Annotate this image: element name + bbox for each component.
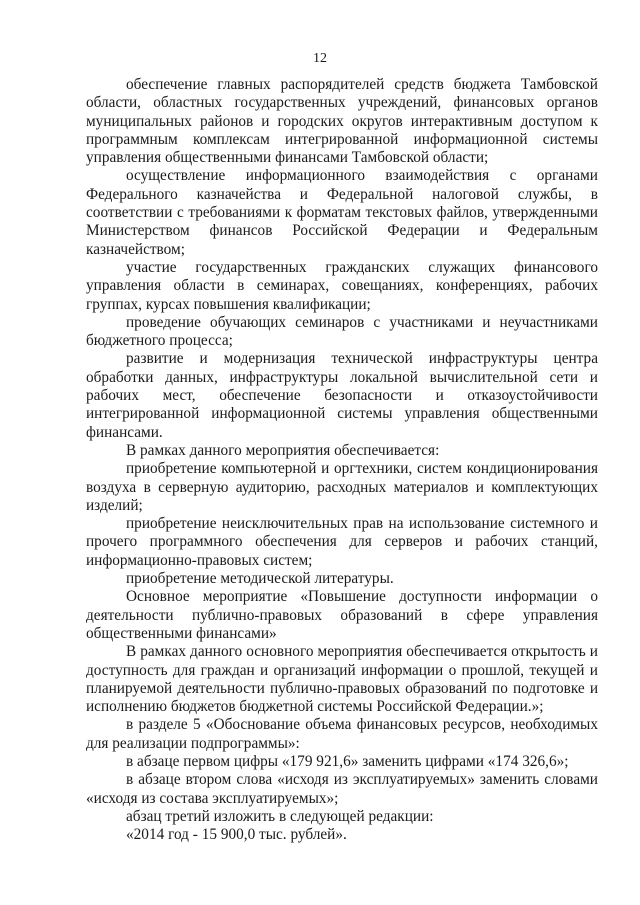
paragraph: приобретение методической литературы. xyxy=(126,570,394,588)
paragraph: участие государственных гражданских служащих финансового управления области в семинарах, совещаниях, конференциях, рабочих группах, курсах повышения квалификации; xyxy=(86,258,598,313)
paragraph: абзац третий изложить в следующей редакции: xyxy=(126,807,434,825)
paragraph: развитие и модернизация технической инфраструктуры центра обработки данных, инфраструктуры локальной вычислительной сети и рабочих мест, обеспечение безопасности и отказоустойчивости интегрированной информационной системы управления общественными финансами. xyxy=(86,350,598,441)
paragraph: осуществление информационного взаимодействия с органами Федерального казначейства и Федеральной налоговой службы, в соответствии с требованиями к форматам текстовых файлов, утвержденными Министерством финансов Российской Федерации и Федеральным казначейством; xyxy=(86,167,598,258)
paragraph: в абзаце первом цифры «179 921,6» заменить цифрами «174 326,6»; xyxy=(126,752,569,770)
paragraph: обеспечение главных распорядителей средств бюджета Тамбовской области, областных государственных учреждений, финансовых органов муниципальных районов и городских округов интерактивным доступом к программным комплексам интегрированной информационной системы управления общественными финансами Тамбовской области; xyxy=(86,76,598,167)
page-number: 12 xyxy=(313,51,327,66)
paragraph: В рамках данного мероприятия обеспечивается: xyxy=(126,441,440,459)
paragraph: в разделе 5 «Обоснование объема финансовых ресурсов, необходимых для реализации подпрограммы»: xyxy=(86,716,598,752)
paragraph: приобретение компьютерной и оргтехники, систем кондиционирования воздуха в серверную аудиторию, расходных материалов и комплектующих изделий; xyxy=(86,460,598,514)
paragraph: «2014 год - 15 900,0 тыс. рублей». xyxy=(126,826,347,844)
paragraph: приобретение неисключительных прав на использование системного и прочего программного обеспечения для серверов и рабочих станций, информационно-правовых систем; xyxy=(86,515,598,569)
document-body xyxy=(86,76,598,844)
paragraph: В рамках данного основного мероприятия обеспечивается открытость и доступность для граждан и организаций информации о прошлой, текущей и планируемой деятельности публично-правовых образований по подготовке и исполнению бюджетов бюджетной системы Российской Федерации.»; xyxy=(86,643,598,716)
paragraph: проведение обучающих семинаров с участниками и неучастниками бюджетного процесса; xyxy=(86,313,598,350)
paragraph: в абзаце втором слова «исходя из эксплуатируемых» заменить словами «исходя из состава эксплуатируемых»; xyxy=(86,771,598,807)
paragraph: Основное мероприятие «Повышение доступности информации о деятельности публично-правовых образований в сфере управления общественными финансами» xyxy=(86,588,598,642)
